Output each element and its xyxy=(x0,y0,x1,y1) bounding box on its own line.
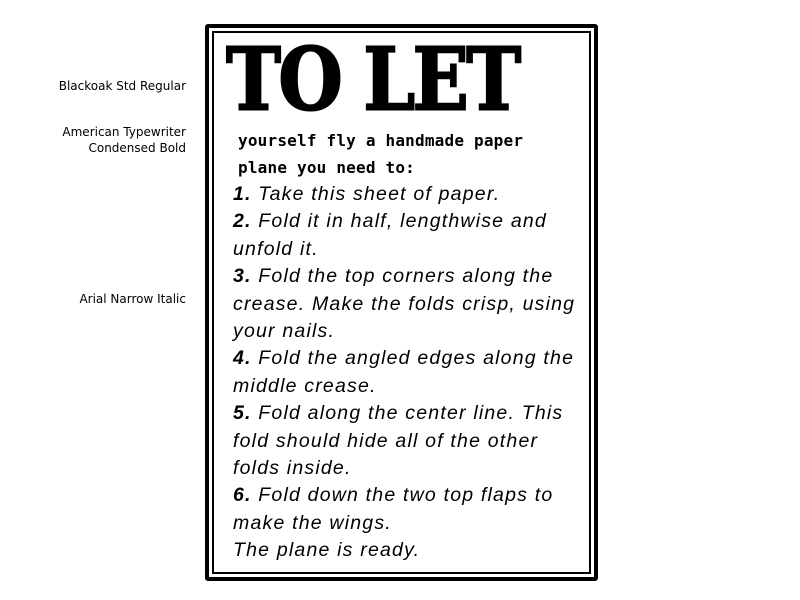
step-text: Fold it in half, lengthwise and unfold it. xyxy=(233,210,547,260)
annotation-line: Blackoak Std Regular xyxy=(58,79,186,93)
instruction-steps xyxy=(233,181,583,537)
instruction-step xyxy=(233,482,583,537)
closing-line: The plane is ready. xyxy=(233,539,421,561)
poster-title: TO LET xyxy=(226,28,519,130)
annotation-line: American Typewriter xyxy=(62,125,186,139)
poster-inner-border xyxy=(212,28,591,574)
step-number: 3. xyxy=(233,265,252,288)
instruction-step xyxy=(233,345,583,400)
step-text: Take this sheet of paper. xyxy=(258,183,501,205)
instruction-step xyxy=(233,400,583,482)
instruction-step xyxy=(233,263,583,345)
step-text: Fold down the two top flaps to make the wings. xyxy=(233,484,554,534)
step-number: 2. xyxy=(233,210,252,233)
font-annotation-title xyxy=(59,78,186,94)
step-number: 1. xyxy=(233,183,252,205)
poster-frame xyxy=(205,24,598,581)
font-annotation-subtitle xyxy=(62,124,186,156)
annotation-line: Arial Narrow Italic xyxy=(79,292,186,306)
step-text: Fold along the center line. This fold should hide all of the other folds inside. xyxy=(233,402,564,480)
step-number: 5. xyxy=(233,402,252,425)
instruction-step xyxy=(233,208,583,263)
step-number: 4. xyxy=(233,347,252,370)
step-text: Fold the angled edges along the middle crease. xyxy=(233,347,575,397)
poster-subtitle: yourself fly a handmade paper plane you need to: xyxy=(238,131,524,177)
instruction-step xyxy=(233,181,583,208)
step-number: 6. xyxy=(233,484,252,507)
font-annotation-body xyxy=(79,291,186,307)
step-text: Fold the top corners along the crease. Make the folds crisp, using your nails. xyxy=(233,265,576,343)
annotation-line: Condensed Bold xyxy=(88,141,186,155)
